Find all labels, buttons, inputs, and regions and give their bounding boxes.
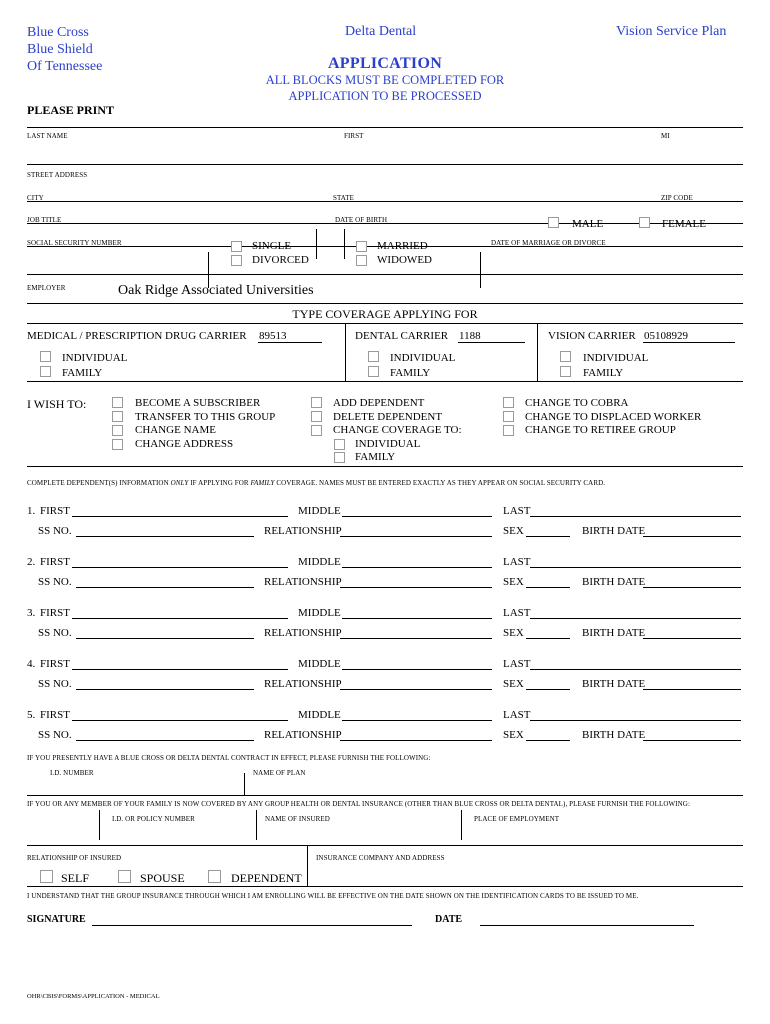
dependent-middle-line[interactable] (342, 720, 492, 721)
state-label: STATE (333, 194, 354, 202)
note-part: COVERAGE. NAMES MUST BE ENTERED EXACTLY AS THEY APPEAR ON SOCIAL SECURITY CARD. (276, 479, 606, 487)
dependent-relationship-label: RELATIONSHIP (264, 729, 342, 741)
bcbs-line3: Of Tennessee (27, 59, 103, 74)
dependent-number: 2. (27, 556, 36, 568)
dependent-middle-label: MIDDLE (298, 556, 341, 568)
dependent-birthdate-line[interactable] (643, 536, 741, 537)
divider (27, 886, 743, 887)
i-wish-to-label: I WISH TO: (27, 397, 87, 411)
dependent-last-label: LAST (503, 607, 531, 619)
last-name-label: LAST NAME (27, 132, 68, 140)
please-print: PLEASE PRINT (27, 103, 115, 117)
job-title-label: JOB TITLE (27, 216, 62, 224)
male-label: MALE (572, 218, 604, 230)
dependent-sex-line[interactable] (526, 587, 570, 588)
marriage-date-label: DATE OF MARRIAGE OR DIVORCE (491, 239, 606, 247)
signature-line[interactable] (92, 925, 412, 926)
divider (27, 274, 743, 275)
dependent-ssno-label: SS NO. (38, 525, 72, 537)
change-coverage-checkbox[interactable] (311, 425, 322, 436)
bcbs-line1: Blue Cross (27, 25, 89, 40)
dependent-number: 1. (27, 505, 36, 517)
dependent-label: DEPENDENT (231, 871, 302, 885)
dependent-ssno-label: SS NO. (38, 729, 72, 741)
divider (27, 303, 743, 304)
dependent-birthdate-label: BIRTH DATE (582, 576, 646, 588)
dependent-number: 3. (27, 607, 36, 619)
contract-note: IF YOU PRESENTLY HAVE A BLUE CROSS OR DELTA DENTAL CONTRACT IN EFFECT, PLEASE FURNISH THE FOLLOWING: (27, 754, 431, 762)
change-address-label: CHANGE ADDRESS (135, 438, 234, 450)
dependent-first-label: FIRST (40, 658, 70, 670)
dependent-last-label: LAST (503, 658, 531, 670)
dependent-first-line[interactable] (72, 567, 288, 568)
dependent-relationship-line[interactable] (340, 689, 492, 690)
dependent-middle-label: MIDDLE (298, 709, 341, 721)
plan-name-label: NAME OF PLAN (253, 769, 306, 777)
dependent-number: 5. (27, 709, 36, 721)
delete-dependent-checkbox[interactable] (311, 411, 322, 422)
dependent-birthdate-line[interactable] (643, 740, 741, 741)
change-coverage-family-label: FAMILY (355, 451, 396, 463)
divider (27, 845, 743, 846)
change-name-checkbox[interactable] (112, 425, 123, 436)
add-dependent-checkbox[interactable] (311, 397, 322, 408)
displaced-worker-label: CHANGE TO DISPLACED WORKER (525, 411, 702, 423)
understand-note: I UNDERSTAND THAT THE GROUP INSURANCE THROUGH WHICH I AM ENROLLING WILL BE EFFECTIVE ON THE DATE SHOWN ON THE IDENTIFICATION CARDS TO BE ISSUED TO ME. (27, 892, 639, 900)
relationship-insured-label: RELATIONSHIP OF INSURED (27, 854, 122, 862)
divorced-checkbox[interactable] (231, 255, 242, 266)
self-checkbox[interactable] (40, 870, 53, 883)
retiree-group-checkbox[interactable] (503, 425, 514, 436)
dependent-first-label: FIRST (40, 505, 70, 517)
dependent-first-line[interactable] (72, 669, 288, 670)
note-family: FAMILY (250, 479, 275, 487)
first-name-label: FIRST (344, 132, 364, 140)
dependent-ssno-line[interactable] (76, 689, 254, 690)
dependent-relationship-label: RELATIONSHIP (264, 525, 342, 537)
spouse-checkbox[interactable] (118, 870, 131, 883)
change-coverage-individual-checkbox[interactable] (334, 439, 345, 450)
divorced-label: DIVORCED (252, 254, 309, 266)
divider (344, 229, 345, 259)
married-label: MARRIED (377, 240, 428, 252)
female-checkbox[interactable] (639, 217, 650, 228)
vision-family-label: FAMILY (583, 367, 624, 379)
dob-label: DATE OF BIRTH (335, 216, 388, 224)
mi-label: MI (661, 132, 670, 140)
dental-carrier-value[interactable]: 1188 (459, 330, 481, 342)
dependent-relationship-line[interactable] (340, 638, 492, 639)
name-field-line[interactable] (27, 164, 743, 165)
note-part: IF APPLYING FOR (190, 479, 249, 487)
dental-individual-checkbox[interactable] (368, 351, 379, 362)
retiree-group-label: CHANGE TO RETIREE GROUP (525, 424, 676, 436)
male-checkbox[interactable] (548, 217, 559, 228)
dependent-first-line[interactable] (72, 516, 288, 517)
dependent-last-line[interactable] (530, 720, 741, 721)
add-dependent-label: ADD DEPENDENT (333, 397, 425, 409)
divider (345, 323, 346, 381)
dependent-middle-line[interactable] (342, 567, 492, 568)
dependent-last-label: LAST (503, 505, 531, 517)
id-number-label: I.D. NUMBER (50, 769, 94, 777)
coverage-title: TYPE COVERAGE APPLYING FOR (292, 307, 478, 321)
become-subscriber-checkbox[interactable] (112, 397, 123, 408)
dependent-last-line[interactable] (530, 669, 741, 670)
displaced-worker-checkbox[interactable] (503, 411, 514, 422)
dependent-sex-label: SEX (503, 678, 524, 690)
dependent-sex-line[interactable] (526, 638, 570, 639)
bcbs-line2: Blue Shield (27, 42, 93, 57)
dependent-ssno-line[interactable] (76, 536, 254, 537)
street-label: STREET ADDRESS (27, 171, 88, 179)
divider (316, 229, 317, 259)
single-checkbox[interactable] (231, 241, 242, 252)
date-line[interactable] (480, 925, 694, 926)
dependent-last-line[interactable] (530, 618, 741, 619)
dependent-relationship-line[interactable] (340, 740, 492, 741)
medical-individual-checkbox[interactable] (40, 351, 51, 362)
place-employment-label: PLACE OF EMPLOYMENT (474, 815, 560, 823)
transfer-group-checkbox[interactable] (112, 411, 123, 422)
medical-family-label: FAMILY (62, 367, 103, 379)
dependent-ssno-line[interactable] (76, 740, 254, 741)
vision-carrier-value[interactable]: 05108929 (644, 330, 688, 342)
dependent-sex-label: SEX (503, 627, 524, 639)
ssn-label: SOCIAL SECURITY NUMBER (27, 239, 122, 247)
insurance-company-label: INSURANCE COMPANY AND ADDRESS (316, 854, 445, 862)
medical-family-checkbox[interactable] (40, 366, 51, 377)
dental-family-checkbox[interactable] (368, 366, 379, 377)
divider (480, 252, 481, 288)
dependent-sex-label: SEX (503, 525, 524, 537)
form-subtitle-2: APPLICATION TO BE PROCESSED (288, 89, 482, 103)
female-label: FEMALE (662, 218, 706, 230)
dependent-sex-line[interactable] (526, 740, 570, 741)
divider (461, 810, 462, 840)
dependent-first-label: FIRST (40, 709, 70, 721)
self-label: SELF (61, 871, 90, 885)
dependent-ssno-label: SS NO. (38, 678, 72, 690)
dental-individual-label: INDIVIDUAL (390, 352, 456, 364)
dependent-birthdate-line[interactable] (643, 587, 741, 588)
widowed-checkbox[interactable] (356, 255, 367, 266)
medical-carrier-underline (258, 342, 322, 343)
dependent-relationship-label: RELATIONSHIP (264, 678, 342, 690)
become-subscriber-label: BECOME A SUBSCRIBER (135, 397, 261, 409)
cobra-label: CHANGE TO COBRA (525, 397, 629, 409)
dependent-relationship-line[interactable] (340, 536, 492, 537)
dependent-middle-label: MIDDLE (298, 658, 341, 670)
divider (99, 810, 100, 840)
note-part: COMPLETE DEPENDENT(S) INFORMATION (27, 479, 169, 487)
cobra-checkbox[interactable] (503, 397, 514, 408)
divider (537, 323, 538, 381)
medical-carrier-value[interactable]: 89513 (259, 330, 287, 342)
dependent-sex-label: SEX (503, 729, 524, 741)
other-insurance-note: IF YOU OR ANY MEMBER OF YOUR FAMILY IS NOW COVERED BY ANY GROUP HEALTH OR DENTAL INSURANCE (OTHER THAN BLUE CROSS OR DELTA DENTAL), PLEASE FURNISH THE FOLLOWING: (27, 800, 690, 808)
dependent-birthdate-line[interactable] (643, 638, 741, 639)
vision-individual-checkbox[interactable] (560, 351, 571, 362)
change-coverage-label: CHANGE COVERAGE TO: (333, 424, 462, 436)
delete-dependent-label: DELETE DEPENDENT (333, 411, 443, 423)
dependent-first-line[interactable] (72, 720, 288, 721)
dependent-checkbox[interactable] (208, 870, 221, 883)
divider (27, 795, 743, 796)
insured-name-label: NAME OF INSURED (265, 815, 330, 823)
zip-label: ZIP CODE (661, 194, 693, 202)
dependent-ssno-label: SS NO. (38, 576, 72, 588)
date-label: DATE (435, 914, 463, 925)
dependent-relationship-label: RELATIONSHIP (264, 627, 342, 639)
dependent-number: 4. (27, 658, 36, 670)
carrier-delta-dental: Delta Dental (345, 24, 417, 39)
vision-carrier-label: VISION CARRIER (548, 330, 636, 342)
dependent-sex-line[interactable] (526, 536, 570, 537)
dental-carrier-label: DENTAL CARRIER (355, 330, 449, 342)
divider (27, 381, 743, 382)
dependent-ssno-label: SS NO. (38, 627, 72, 639)
employer-label: EMPLOYER (27, 284, 66, 292)
divider (27, 323, 743, 324)
widowed-label: WIDOWED (377, 254, 432, 266)
dental-family-label: FAMILY (390, 367, 431, 379)
dependent-ssno-line[interactable] (76, 638, 254, 639)
dependent-relationship-label: RELATIONSHIP (264, 576, 342, 588)
dental-carrier-underline (458, 342, 525, 343)
note-only: ONLY (170, 479, 189, 487)
dependent-sex-label: SEX (503, 576, 524, 588)
dependent-middle-label: MIDDLE (298, 505, 341, 517)
change-address-checkbox[interactable] (112, 439, 123, 450)
transfer-group-label: TRANSFER TO THIS GROUP (135, 411, 276, 423)
vision-individual-label: INDIVIDUAL (583, 352, 649, 364)
medical-individual-label: INDIVIDUAL (62, 352, 128, 364)
dependent-first-label: FIRST (40, 556, 70, 568)
vision-family-checkbox[interactable] (560, 366, 571, 377)
dependent-first-label: FIRST (40, 607, 70, 619)
dependent-middle-line[interactable] (342, 618, 492, 619)
dependent-first-line[interactable] (72, 618, 288, 619)
street-field-line[interactable] (27, 201, 743, 202)
dependent-middle-label: MIDDLE (298, 607, 341, 619)
dependent-birthdate-label: BIRTH DATE (582, 678, 646, 690)
dependent-last-line[interactable] (530, 516, 741, 517)
dependents-note (27, 479, 605, 487)
form-subtitle-1: ALL BLOCKS MUST BE COMPLETED FOR (265, 73, 505, 87)
medical-carrier-label: MEDICAL / PRESCRIPTION DRUG CARRIER (27, 330, 247, 342)
divider (256, 810, 257, 840)
carrier-vision-service-plan: Vision Service Plan (616, 24, 727, 39)
dependent-middle-line[interactable] (342, 516, 492, 517)
dependent-sex-line[interactable] (526, 689, 570, 690)
dependent-birthdate-label: BIRTH DATE (582, 627, 646, 639)
signature-label: SIGNATURE (27, 914, 86, 925)
married-checkbox[interactable] (356, 241, 367, 252)
city-label: CITY (27, 194, 44, 202)
dependent-last-line[interactable] (530, 567, 741, 568)
employer-value[interactable]: Oak Ridge Associated Universities (118, 283, 314, 298)
dependent-ssno-line[interactable] (76, 587, 254, 588)
form-title: APPLICATION (327, 55, 443, 72)
dependent-middle-line[interactable] (342, 669, 492, 670)
dependent-last-label: LAST (503, 556, 531, 568)
divider (307, 846, 308, 886)
dependent-birthdate-label: BIRTH DATE (582, 729, 646, 741)
vision-carrier-underline (643, 342, 735, 343)
spouse-label: SPOUSE (140, 871, 185, 885)
change-coverage-family-checkbox[interactable] (334, 452, 345, 463)
form-path: OHR\CBIS\FORMS\APPLICATION - MEDICAL (27, 993, 160, 1000)
dependent-relationship-line[interactable] (340, 587, 492, 588)
dependent-birthdate-label: BIRTH DATE (582, 525, 646, 537)
divider (27, 127, 743, 128)
change-coverage-individual-label: INDIVIDUAL (355, 438, 421, 450)
change-name-label: CHANGE NAME (135, 424, 216, 436)
divider (27, 466, 743, 467)
divider (244, 773, 245, 795)
policy-number-label: I.D. OR POLICY NUMBER (112, 815, 195, 823)
dependent-last-label: LAST (503, 709, 531, 721)
dependent-birthdate-line[interactable] (643, 689, 741, 690)
single-label: SINGLE (252, 240, 292, 252)
